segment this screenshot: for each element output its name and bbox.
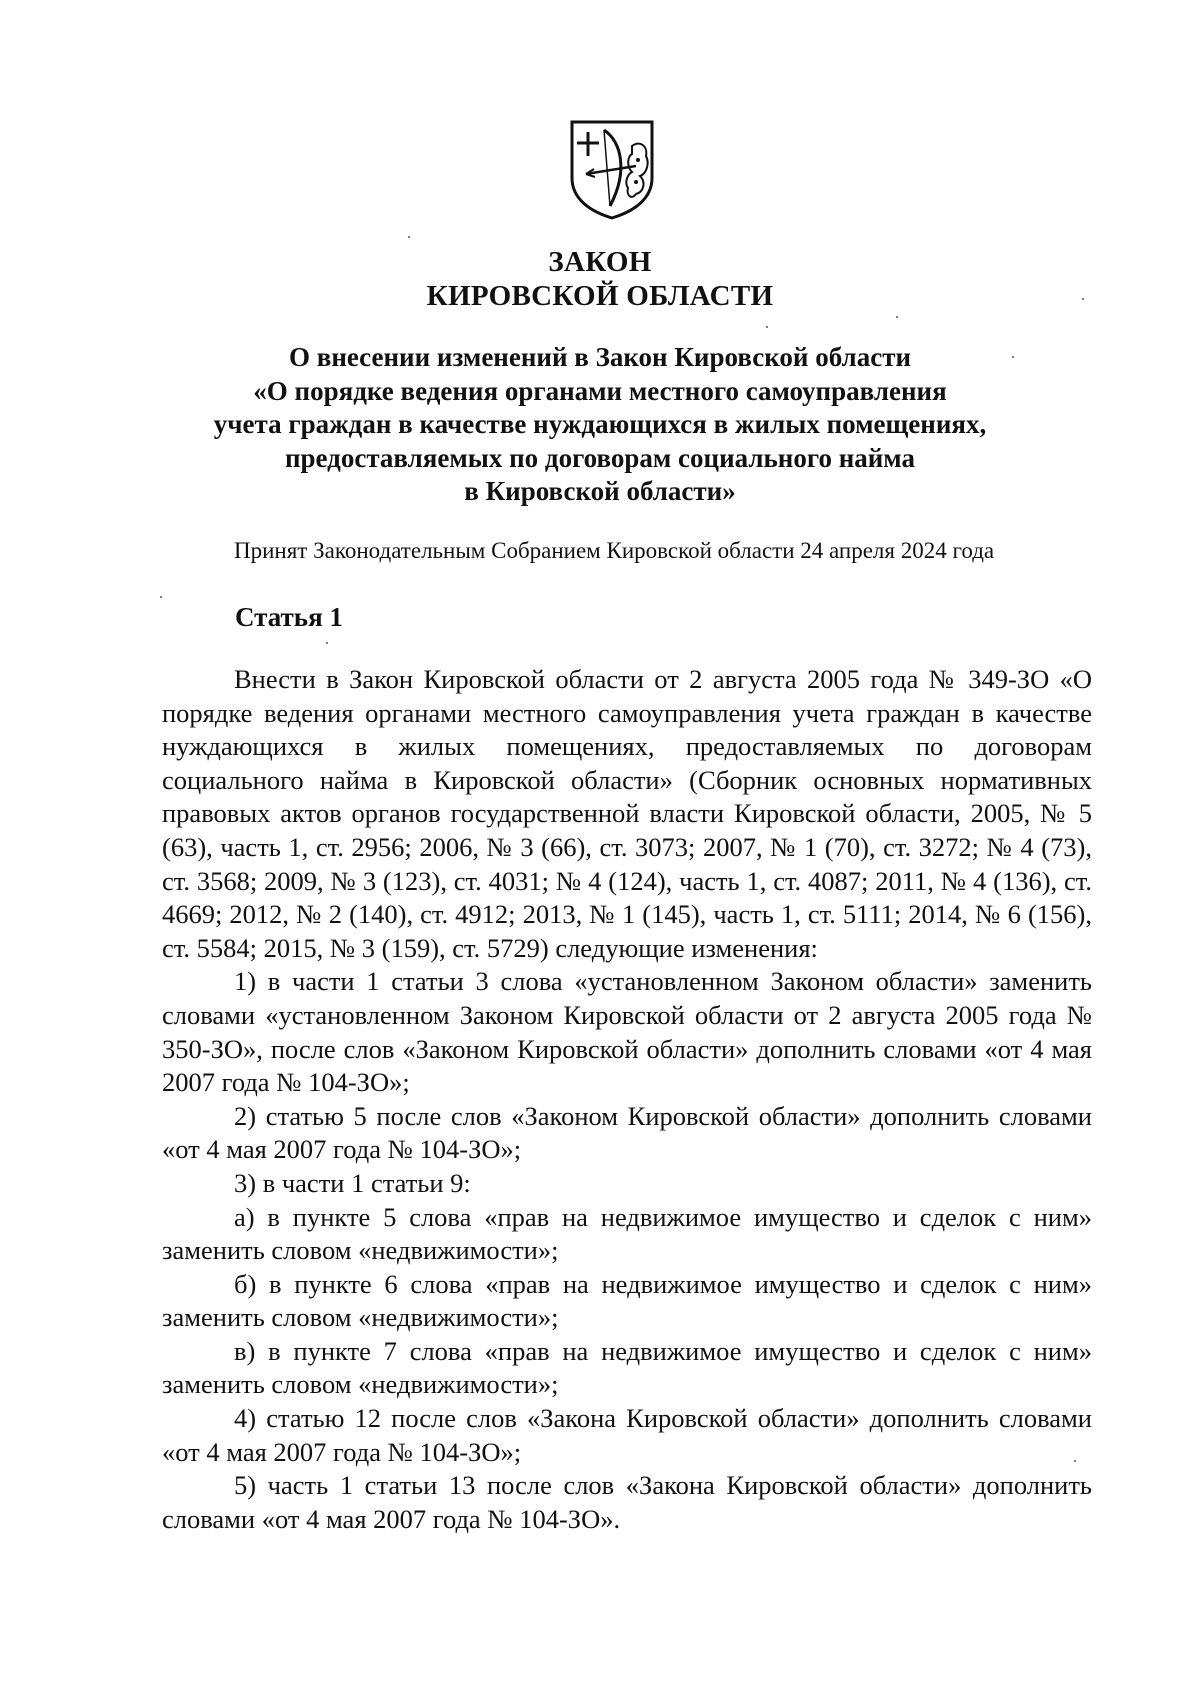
law-title: ЗАКОН — [548, 246, 652, 278]
amendment-subitem: б) в пункте 6 слова «прав на недвижимое имущество и сделок с ним» заменить словом «недвижимости»; — [162, 1268, 1092, 1333]
amendment-item: 3) в части 1 статьи 9: — [234, 1167, 471, 1198]
scan-speck — [1082, 298, 1084, 300]
intro-paragraph: Внести в Закон Кировской области от 2 августа 2005 года № 349-ЗО «О порядке ведения органами местного самоуправления учета граждан в качестве нуждающихся в жилых помещениях, предоставляемых по договорам социального найма в Кировской области» (Сборник основных нормативных правовых актов органов государственной власти Кировской области, 2005, № 5 (63), часть 1, ст. 2956; 2006, № 3 (66), ст. 3073; 2007, № 1 (70), ст. 3272; № 4 (73), ст. 3568; 2009, № 3 (123), ст. 4031; № 4 (124), часть 1, ст. 4087; 2011, № 4 (136), ст. 4669; 2012, № 2 (140), ст. 4912; 2013, № 1 (145), часть 1, ст. 5111; 2014, № 6 (156), ст. 5584; 2015, № 3 (159), ст. 5729) следующие изменения: — [162, 664, 1092, 963]
amendment-subitem: а) в пункте 5 слова «прав на недвижимое имущество и сделок с ним» заменить словом «недвижимости»; — [162, 1201, 1092, 1266]
scan-speck — [1012, 356, 1014, 358]
scan-speck — [326, 642, 328, 644]
subject-line: О внесении изменений в Закон Кировской области — [288, 342, 912, 372]
scan-speck — [766, 326, 768, 328]
adoption-note: Принят Законодательным Собранием Кировской области 24 апреля 2024 года — [234, 538, 995, 563]
scan-speck — [408, 236, 410, 238]
law-region-title: КИРОВСКОЙ ОБЛАСТИ — [426, 280, 774, 312]
kirov-oblast-coat-of-arms-icon — [566, 116, 658, 220]
amendment-item: 2) статью 5 после слов «Законом Кировской области» дополнить словами «от 4 мая 2007 года № 104-ЗО»; — [162, 1100, 1092, 1165]
article-body — [162, 663, 1092, 1536]
subject-line: учета граждан в качестве нуждающихся в жилых помещениях, — [213, 409, 987, 439]
amendment-subitem: в) в пункте 7 слова «прав на недвижимое имущество и сделок с ним» заменить словом «недвижимости»; — [162, 1335, 1092, 1400]
amendment-item: 4) статью 12 после слов «Закона Кировской области» дополнить словами «от 4 мая 2007 года № 104-ЗО»; — [162, 1403, 1092, 1467]
law-subject-title — [160, 341, 1040, 509]
scan-speck — [1074, 1460, 1076, 1462]
scan-speck — [896, 316, 898, 318]
scan-speck — [160, 596, 162, 598]
subject-line: в Кировской области» — [464, 476, 736, 506]
article-heading: Статья 1 — [235, 602, 343, 632]
amendment-item: 1) в части 1 статьи 3 слова «установленном Законом области» заменить словами «установленном Законом Кировской области от 2 августа 2005 года № 350-ЗО», после слов «Законом Кировской области» дополнить словами «от 4 мая 2007 года № 104-ЗО»; — [162, 966, 1092, 1098]
amendment-item: 5) часть 1 статьи 13 после слов «Закона Кировской области» дополнить словами «от 4 мая 2007 года № 104-ЗО». — [162, 1470, 1092, 1534]
subject-line: предоставляемых по договорам социального найма — [284, 442, 916, 473]
subject-line: «О порядке ведения органами местного самоуправления — [253, 375, 947, 406]
